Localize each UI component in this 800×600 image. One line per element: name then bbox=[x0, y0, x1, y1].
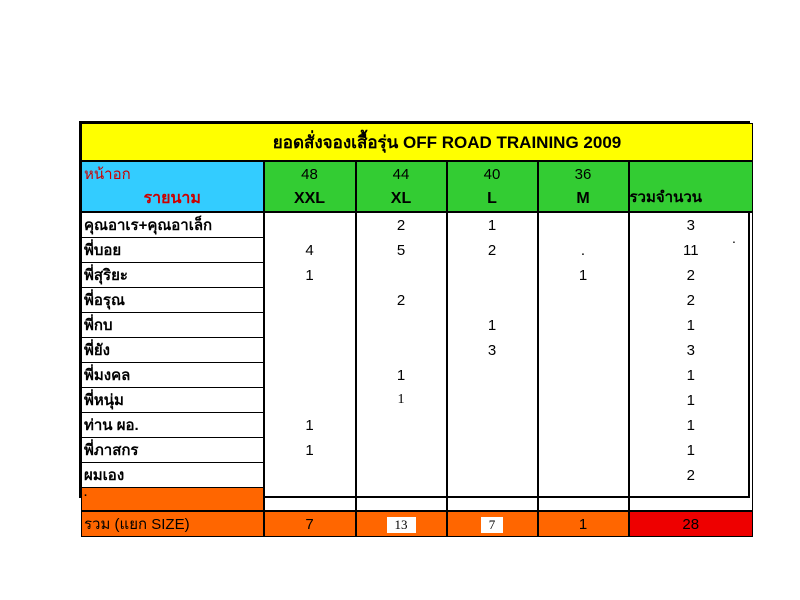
cell-xl bbox=[356, 338, 447, 363]
cell-m bbox=[538, 363, 629, 388]
size-xl: XL bbox=[356, 186, 447, 212]
row-name: คุณอาเร+คุณอาเล็ก bbox=[82, 212, 264, 238]
row-name: พี่บอย bbox=[82, 238, 264, 263]
cell-xl bbox=[356, 438, 447, 463]
row-name: พี่สุริยะ bbox=[82, 263, 264, 288]
size-xxl: XXL bbox=[264, 186, 356, 212]
total-header: รวมจำนวน bbox=[629, 161, 753, 212]
cell-m bbox=[538, 413, 629, 438]
cell-m: 1 bbox=[538, 263, 629, 288]
spacer-name: . bbox=[82, 488, 264, 512]
table-row bbox=[82, 388, 753, 413]
cell-l bbox=[447, 413, 538, 438]
cell-xxl: 1 bbox=[264, 413, 356, 438]
summary-l-value: 7 bbox=[481, 517, 504, 533]
summary-xl-value: 13 bbox=[387, 517, 416, 533]
cell-m bbox=[538, 388, 629, 413]
spacer-cell bbox=[447, 488, 538, 512]
summary-xl bbox=[356, 511, 447, 537]
table-row bbox=[82, 438, 753, 463]
cell-xxl bbox=[264, 388, 356, 413]
spacer-cell bbox=[356, 488, 447, 512]
cell-m bbox=[538, 212, 629, 238]
cell-l bbox=[447, 388, 538, 413]
cell-total: 11 bbox=[629, 238, 753, 263]
cell-total: 2 bbox=[629, 263, 753, 288]
cell-xl: 1 bbox=[356, 363, 447, 388]
table-row bbox=[82, 263, 753, 288]
order-table bbox=[81, 123, 753, 537]
cell-m bbox=[538, 288, 629, 313]
row-name: พี่ยัง bbox=[82, 338, 264, 363]
table-row bbox=[82, 363, 753, 388]
cell-xxl bbox=[264, 463, 356, 488]
cell-l bbox=[447, 288, 538, 313]
summary-xxl: 7 bbox=[264, 511, 356, 537]
spacer-cell bbox=[264, 488, 356, 512]
cell-m bbox=[538, 438, 629, 463]
row-name: พี่ภาสกร bbox=[82, 438, 264, 463]
table-row bbox=[82, 413, 753, 438]
chest-l: 40 bbox=[447, 161, 538, 186]
size-l: L bbox=[447, 186, 538, 212]
cell-xl bbox=[356, 263, 447, 288]
cell-total: 2 bbox=[629, 463, 753, 488]
chest-label: หน้าอก bbox=[82, 161, 264, 186]
cell-xl: 1 bbox=[356, 388, 447, 413]
row-name: พี่มงคล bbox=[82, 363, 264, 388]
table-row bbox=[82, 463, 753, 488]
cell-xxl bbox=[264, 313, 356, 338]
chest-m: 36 bbox=[538, 161, 629, 186]
summary-m: 1 bbox=[538, 511, 629, 537]
cell-xxl bbox=[264, 363, 356, 388]
chest-xl: 44 bbox=[356, 161, 447, 186]
cell-l: 1 bbox=[447, 212, 538, 238]
cell-m bbox=[538, 313, 629, 338]
cell-xl bbox=[356, 413, 447, 438]
cell-xl: 5 bbox=[356, 238, 447, 263]
cell-total: 1 bbox=[629, 313, 753, 338]
cell-total: 1 bbox=[629, 413, 753, 438]
row-name: ผมเอง bbox=[82, 463, 264, 488]
cell-xxl: 4 bbox=[264, 238, 356, 263]
cell-xxl: 1 bbox=[264, 263, 356, 288]
table-row bbox=[82, 288, 753, 313]
spacer-cell bbox=[629, 488, 753, 512]
cell-xxl bbox=[264, 212, 356, 238]
cell-xl bbox=[356, 313, 447, 338]
cell-total: 3 bbox=[629, 338, 753, 363]
size-m: M bbox=[538, 186, 629, 212]
cell-l bbox=[447, 463, 538, 488]
cell-m bbox=[538, 338, 629, 363]
cell-m: . bbox=[538, 238, 629, 263]
summary-l bbox=[447, 511, 538, 537]
row-name: ท่าน ผอ. bbox=[82, 413, 264, 438]
sheet-title: ยอดสั่งจองเสื้อรุ่น OFF ROAD TRAINING 2009 bbox=[82, 124, 753, 162]
cell-l: 1 bbox=[447, 313, 538, 338]
table-row bbox=[82, 313, 753, 338]
summary-label: รวม (แยก SIZE) bbox=[82, 511, 264, 537]
cell-xl bbox=[356, 463, 447, 488]
summary-row bbox=[82, 511, 753, 537]
summary-total: 28 bbox=[629, 511, 753, 537]
cell-total: 1 bbox=[629, 388, 753, 413]
cell-l: 2 bbox=[447, 238, 538, 263]
cell-l bbox=[447, 438, 538, 463]
row-name: พี่กบ bbox=[82, 313, 264, 338]
cell-l bbox=[447, 263, 538, 288]
row-name: พี่อรุณ bbox=[82, 288, 264, 313]
cell-xl: 2 bbox=[356, 212, 447, 238]
cell-l bbox=[447, 363, 538, 388]
cell-xl: 2 bbox=[356, 288, 447, 313]
table-row bbox=[82, 212, 753, 238]
cell-total: 1 bbox=[629, 438, 753, 463]
cell-m bbox=[538, 463, 629, 488]
chest-xxl: 48 bbox=[264, 161, 356, 186]
cell-xxl: 1 bbox=[264, 438, 356, 463]
name-header: รายนาม bbox=[82, 186, 264, 212]
stray-dot: . bbox=[732, 230, 736, 246]
cell-l: 3 bbox=[447, 338, 538, 363]
cell-total: 2 bbox=[629, 288, 753, 313]
row-name: พี่หนุ่ม bbox=[82, 388, 264, 413]
order-sheet bbox=[79, 121, 750, 533]
cell-total: 1 bbox=[629, 363, 753, 388]
table-row bbox=[82, 338, 753, 363]
spacer-row bbox=[82, 488, 753, 512]
cell-xxl bbox=[264, 338, 356, 363]
table-row bbox=[82, 238, 753, 263]
cell-xxl bbox=[264, 288, 356, 313]
cell-total: 3 bbox=[629, 212, 753, 238]
spacer-cell bbox=[538, 488, 629, 512]
